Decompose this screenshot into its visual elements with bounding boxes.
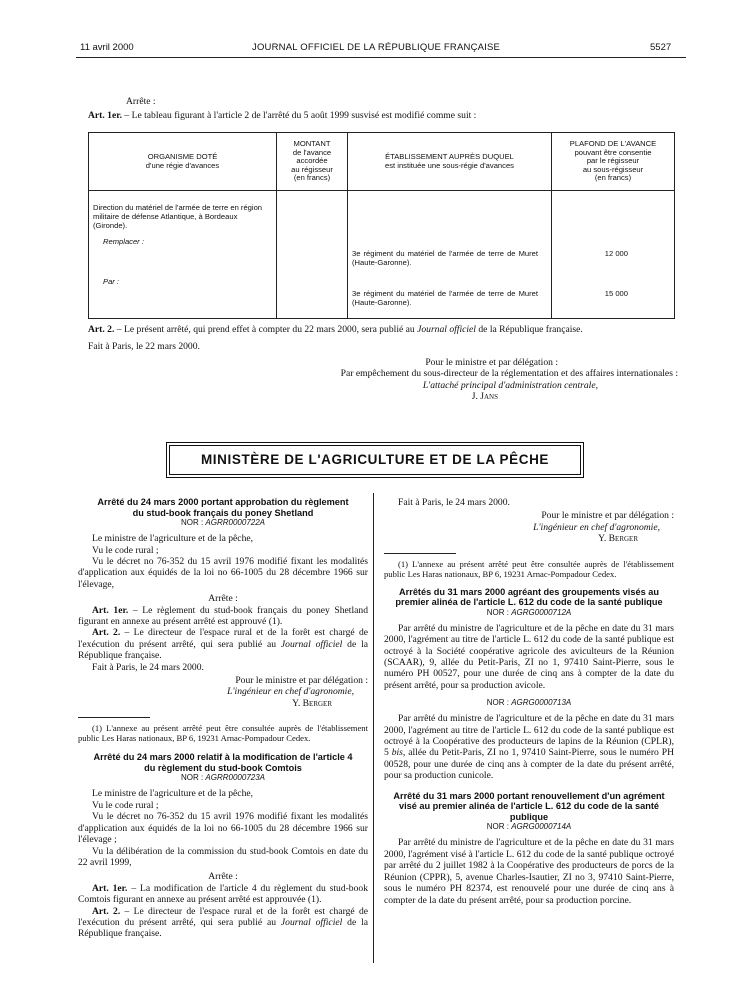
table-plafond-2: 15 000 bbox=[604, 289, 628, 298]
r-footnote-rule bbox=[384, 553, 456, 554]
a1-article-2: Art. 2. – Le directeur de l'espace rural et de la forêt est chargé de l'exécution du présent arrêté, qui sera publié au Journal officiel de la République française. bbox=[78, 627, 369, 662]
a1-sig-1: Pour le ministre et par délégation : bbox=[235, 675, 368, 687]
header-rule bbox=[76, 57, 686, 58]
r-footnote: (1) L'annexe au présent arrêté peut être consultée auprès de l'établissement public Les Haras nationaux, BP 6, 19231 Arnac-Pompadour Cedex. bbox=[384, 558, 674, 579]
a2-article-2: Art. 2. – Le directeur de l'espace rural et de la forêt est chargé de l'exécution du présent arrêté, qui sera publié au Journal officiel de la République française. bbox=[78, 905, 369, 940]
regie-table bbox=[88, 132, 675, 319]
table-cell-etablissement bbox=[348, 191, 552, 319]
r-fait: Fait à Paris, le 24 mars 2000. bbox=[398, 497, 510, 508]
table-header-plafond: PLAFOND DE L'AVANCE pouvant être consentie par le régisseur au sous-régisseur (en francs) bbox=[552, 133, 675, 191]
a1-footnote: (1) L'annexe au présent arrêté peut être consultée auprès de l'établissement public Les Haras nationaux, BP 6, 19231 Arnac-Pompadour Cedex. bbox=[78, 723, 368, 744]
a1-visa-code: Vu le code rural ; bbox=[92, 544, 159, 556]
r-sig-2: L'ingénieur en chef d'agronomie, bbox=[533, 521, 660, 533]
r-sig-3: Y. Berger bbox=[598, 533, 638, 545]
art2-label: Art. 2. bbox=[88, 324, 115, 335]
top-sig-line-3: L'attaché principal d'administration centrale, bbox=[422, 379, 598, 391]
art1-text: – Le tableau figurant à l'article 2 de l'arrêté du 5 août 1999 susvisé est modifié comme suit : bbox=[122, 110, 477, 121]
top-article-2 bbox=[88, 324, 678, 335]
top-sig-line-2: Par empêchement du sous-directeur de la réglementation et des affaires internationales : bbox=[340, 368, 678, 380]
a2-article-1: Art. 1er. – La modification de l'article 4 du règlement du stud-book Comtois figurant en annexe au présent arrêté est approuvée (1). bbox=[78, 882, 368, 906]
right-column bbox=[384, 497, 674, 906]
b2-paragraph: Par arrêté du ministre de l'agriculture et de la pêche en date du 31 mars 2000, l'agrément visé à l'article L. 612 du code de la santé publique octroyé par arrêté du 2 juillet 1982 à la Coopérative des producteurs de porcs de la Réunion (CPPR), 5, avenue Charles-Isautier, ZI no 3, 97410 Saint-Pierre, sous le numéro PH 82374, est renouvelé pour une durée de cinq ans à compter de la date du présent arrêté, pour sa production porcine. bbox=[384, 837, 674, 906]
ministry-heading: MINISTÈRE DE L'AGRICULTURE ET DE LA PÊCHE bbox=[200, 452, 550, 467]
a1-footnote-rule bbox=[78, 717, 150, 718]
a1-visa-minister: Le ministre de l'agriculture et de la pêche, bbox=[92, 533, 254, 545]
table-etab-1: 3e régiment du matériel de l'armée de terre de Muret (Haute-Garonne). bbox=[352, 249, 538, 268]
b1-nor-1: NOR : AGRG0000712A bbox=[486, 607, 572, 617]
a1-visa-decret: Vu le décret no 76-352 du 15 avril 1976 modifié fixant les modalités d'application aux équidés de la loi no 66-1005 du 28 décembre 1966 sur l'élevage, bbox=[78, 556, 368, 590]
art2-journal-officiel: Journal officiel bbox=[417, 324, 476, 335]
header-page-number: 5527 bbox=[650, 42, 672, 53]
table-cell-plafond bbox=[552, 191, 675, 319]
arrete-2-nor: NOR : AGRR0000723A bbox=[180, 773, 266, 783]
a2-arrete: Arrête : bbox=[208, 871, 238, 883]
a2-visa-decret: Vu le décret no 76-352 du 15 avril 1976 modifié fixant les modalités d'application aux équidés de la loi no 66-1005 du 28 décembre 1966 sur l'élevage ; bbox=[78, 811, 368, 846]
table-org-text: Direction du matériel de l'armée de terre en région militaire de défense Atlantique, à Bordeaux (Gironde). bbox=[93, 203, 263, 230]
table-par-label: Par : bbox=[103, 277, 120, 286]
top-sig-line-4: J. Jans bbox=[471, 391, 498, 403]
b1-paragraph-2: Par arrêté du ministre de l'agriculture et de la pêche en date du 31 mars 2000, l'agrément au titre de l'article L. 612 du code de la santé publique est octroyé à la Coopérative des producteurs de lapins de la Réunion (CPLR), 5 bis, allée du Petit-Paris, ZI no 1, 97410 Saint-Pierre, sous le numéro PH 00528, pour une durée de cinq ans à compter de la date du présent arrêté, pour sa production cunicole. bbox=[384, 713, 674, 782]
column-divider bbox=[373, 493, 374, 963]
ministry-heading-box bbox=[169, 445, 581, 475]
b1-paragraph-1: Par arrêté du ministre de l'agriculture et de la pêche en date du 31 mars 2000, l'agrément au titre de l'article L. 612 du code de la santé publique est octroyé à la Société coopérative agricole des aviculteurs de la Réunion (SCAAR), 9, allée du Petit-Paris, ZI no 1, 97410 Saint-Pierre, sous le numéro PH 00527, pour une durée de cinq ans à compter de la date du présent arrêté, pour sa production avicole. bbox=[384, 622, 674, 691]
arrete-2-title: Arrêté du 24 mars 2000 relatif à la modification de l'article 4 du règlement du stud-book Comtois bbox=[93, 752, 353, 773]
table-header-etablissement: ÉTABLISSEMENT AUPRÈS DUQUEL est instituée une sous-régie d'avances bbox=[348, 133, 552, 191]
header-date: 11 avril 2000 bbox=[80, 42, 134, 53]
art2-text-end: de la République française. bbox=[475, 324, 583, 335]
table-remplacer-label: Remplacer : bbox=[103, 237, 144, 246]
top-fait-a-paris: Fait à Paris, le 22 mars 2000. bbox=[88, 341, 200, 352]
a1-article-1: Art. 1er. – Le règlement du stud-book français du poney Shetland figurant en annexe au présent arrêté est approuvé (1). bbox=[78, 604, 368, 628]
table-cell-organisme bbox=[89, 191, 277, 319]
top-arrete: Arrête : bbox=[126, 96, 156, 107]
art2-text: – Le présent arrêté, qui prend effet à compter du 22 mars 2000, sera publié au bbox=[114, 324, 418, 335]
table-plafond-1: 12 000 bbox=[604, 249, 628, 258]
arrete-2-body bbox=[78, 788, 368, 939]
arrete-1-body bbox=[78, 533, 368, 709]
a2-visa-deliberation: Vu la délibération de la commission du stud-book Comtois en date du 22 avril 1999, bbox=[78, 845, 368, 868]
top-sig-line-1: Pour le ministre et par délégation : bbox=[425, 357, 558, 368]
arrete-1-nor: NOR : AGRR0000722A bbox=[180, 518, 266, 528]
header-journal-title: JOURNAL OFFICIEL DE LA RÉPUBLIQUE FRANÇAISE bbox=[252, 42, 501, 53]
top-signature-block bbox=[90, 357, 678, 403]
r-sig-1: Pour le ministre et par délégation : bbox=[541, 510, 674, 522]
a1-sig-2: L'ingénieur en chef d'agronomie, bbox=[227, 686, 354, 698]
art1-label: Art. 1er. bbox=[88, 110, 123, 121]
a1-arrete: Arrête : bbox=[208, 593, 238, 605]
table-etab-2: 3e régiment du matériel de l'armée de terre de Muret (Haute-Garonne). bbox=[352, 289, 538, 308]
top-article-1 bbox=[88, 110, 678, 121]
arrete-renouvellement-title: Arrêté du 31 mars 2000 portant renouvellement d'un agrément visé au premier alinéa de l'article L. 612 du code de la santé publique bbox=[393, 790, 665, 822]
a2-visa-code: Vu le code rural ; bbox=[92, 799, 159, 811]
a1-fait: Fait à Paris, le 24 mars 2000. bbox=[92, 661, 204, 673]
table-cell-montant bbox=[277, 191, 348, 319]
table-header-montant: MONTANT de l'avance accordée au régisseur (en francs) bbox=[277, 133, 348, 191]
a1-sig-3: Y. Berger bbox=[292, 697, 332, 709]
right-signature-block bbox=[384, 497, 674, 545]
arretes-groupements-title: Arrêtés du 31 mars 2000 agréant des groupements visés au premier alinéa de l'article L. 612 du code de la santé publique bbox=[395, 586, 663, 608]
b1-nor-2: NOR : AGRG0000713A bbox=[486, 698, 572, 708]
arrete-1-title: Arrêté du 24 mars 2000 portant approbation du règlement du stud-book français du poney Shetland bbox=[97, 497, 349, 518]
table-header-organisme: ORGANISME DOTÉ d'une régie d'avances bbox=[89, 133, 277, 191]
a2-visa-minister: Le ministre de l'agriculture et de la pêche, bbox=[92, 788, 254, 800]
left-column bbox=[78, 497, 368, 940]
b2-nor: NOR : AGRG0000714A bbox=[486, 822, 572, 832]
